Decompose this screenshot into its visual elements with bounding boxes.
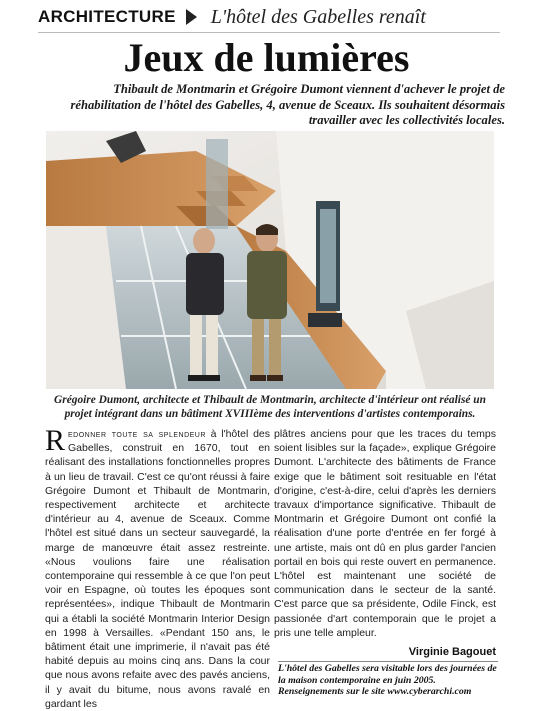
section-header	[38, 4, 508, 30]
drop-cap: R	[45, 424, 66, 457]
section-rubric: ARCHITECTURE	[38, 7, 176, 26]
info-divider	[278, 661, 498, 662]
header-divider	[38, 32, 500, 33]
body-text-right: plâtres anciens pour que les traces du temps soient lisibles sur la façade», explique Grégoire Dumont. L'architecte des bâtiments de France exige que le bâtiment soit resituable en l'état d'origine, c'est-à-dire, celui d'après les derniers travaux d'importance significative. Thibault de Montmarin et Grégoire Dumont ont confié la réalisation d'une porte d'entrée en fer forgé à une artiste, mais ont dû en plus garder l'ancien portail en bois qui reste ouvert en permanence. L'hôtel est maintenant une société de communication dans le secteur de la santé. C'est parce que sa présidente, Odile Finck, est passionée d'art contemporain que le projet a pris une telle ampleur.	[274, 428, 496, 639]
article-column-left	[45, 424, 270, 711]
section-title: L'hôtel des Gabelles renaît	[210, 5, 426, 28]
visit-info: L'hôtel des Gabelles sera visitable lors des journées de la maison contemporaine en juin 2005. Renseignements sur le site www.cyberarchi.com	[278, 663, 497, 697]
article-column-right	[274, 427, 496, 640]
article-photo	[46, 131, 494, 389]
opening-words: edonner toute sa splendeur	[68, 428, 206, 440]
article-headline: Jeux de lumières	[123, 35, 410, 80]
article-lede: Thibault de Montmarin et Grégoire Dumont viennent d'achever le projet de réhabilitation de l'hôtel des Gabelles, 4, avenue de Sceaux. Ils souhaitent désormais travailler avec les collectivités locales.	[70, 82, 505, 127]
triangle-arrow-icon	[186, 9, 197, 25]
author-signature: Virginie Bagouet	[408, 646, 496, 658]
interior-photo-illustration	[46, 131, 494, 389]
photo-caption: Grégoire Dumont, architecte et Thibault de Montmarin, architecte d'intérieur ont réalisé un projet intégrant dans un bâtiment XVIIIème des interventions d'artistes contemporains.	[54, 394, 486, 420]
body-text-left: à l'hôtel des Gabelles, construit en 1670, tout en réalisant des installations fonctionnelles propres à un lieu de travail. C'est ce qu'ont réussi à faire Grégoire Dumont et Thibault de Montmarin, respectivement architecte et architecte d'intérieur au 4, avenue de Sceaux. Comme l'hôtel est situé dans un secteur sauvegardé, la marge de manœuvre était assez restreinte. «Nous voulions faire une réalisation contemporaine qui ressemble à ce que l'on peut voir en Espagne, où toutes les époques sont représentées», indique Thibault de Montmarin qui a établi la société Montmarin Interior Design en 1998 à Versailles. «Pendant 150 ans, le bâtiment était une imprimerie, il n'avait pas été habité depuis au moins cinq ans. Dans la cour que nous avons refaite avec des pavés anciens, il y avait du bitume, nous avons ravalé en gardant les	[45, 428, 270, 710]
